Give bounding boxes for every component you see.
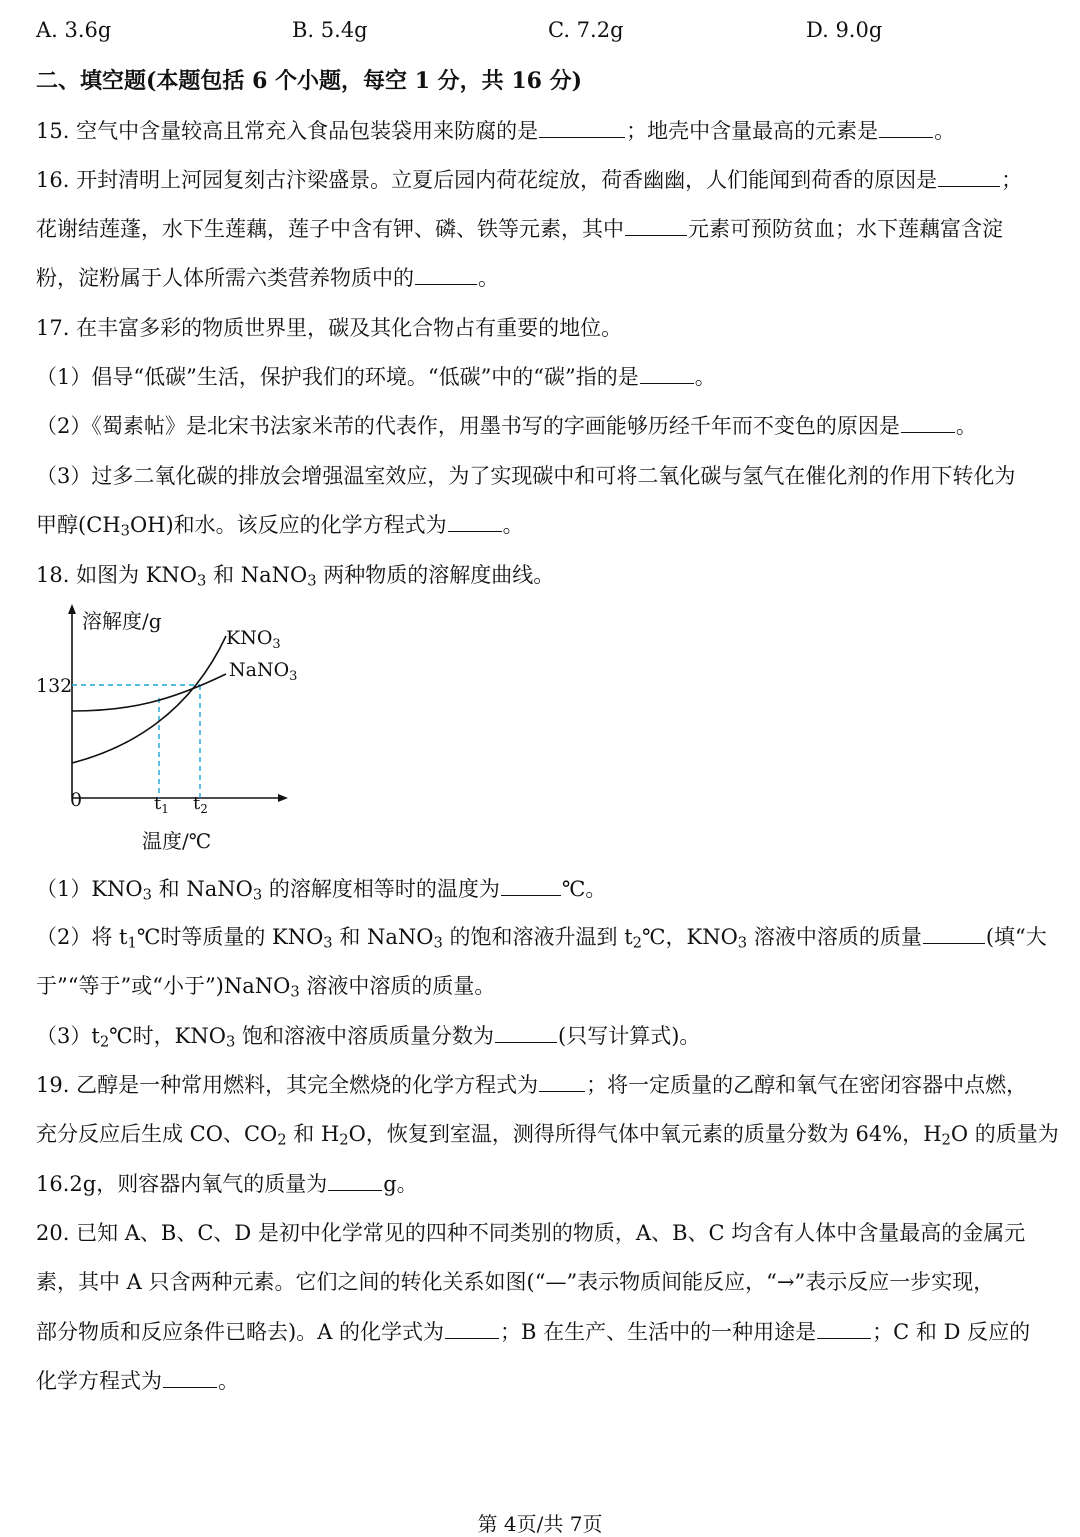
- question-18-part-2-line-2: [36, 971, 1066, 1001]
- q16-text-2: ；: [1001, 168, 1023, 192]
- nano3-curve: [72, 674, 226, 711]
- q18-2-sub-t1: 1: [127, 934, 137, 952]
- q19-l2-b: 和 H: [286, 1122, 340, 1146]
- q15-text-2: ；地壳中含量最高的元素是: [626, 119, 879, 143]
- q18-1-b: 和 NaNO: [152, 877, 253, 901]
- q17-3-text-a: 甲醇(CH: [36, 513, 121, 537]
- q19-l2-a: 充分反应后生成 CO、CO: [36, 1122, 278, 1146]
- q18-3-sub-t2: 2: [99, 1033, 110, 1051]
- question-19-line-1: [36, 1070, 1066, 1100]
- question-18-part-1: [36, 874, 1066, 904]
- q18-2-g: (填“大: [985, 925, 1047, 949]
- question-18-stem: [36, 560, 1066, 590]
- q17-1-end: 。: [694, 365, 716, 389]
- q17-1-text: （1）倡导“低碳”生活，保护我们的环境。“低碳”中的“碳”指的是: [36, 365, 639, 389]
- q19-l2-c: O，恢复到室温，测得所得气体中氧元素的质量分数为 64%，H: [348, 1122, 942, 1146]
- y-axis-label: 溶解度/g: [82, 609, 162, 633]
- q17-2-text: （2）《蜀素帖》是北宋书法家米芾的代表作，用墨书写的字画能够历经千年而不变色的原因是: [36, 414, 900, 438]
- q16-text-4: 元素可预防贫血；水下莲藕富含淀: [688, 217, 1003, 241]
- q17-1-blank[interactable]: [640, 363, 694, 384]
- q20-l3-c: ；C 和 D 反应的: [872, 1320, 1031, 1344]
- q16-blank-1[interactable]: [938, 166, 1000, 187]
- q18-2-sub-a: 3: [323, 934, 333, 952]
- q16-text-5: 粉，淀粉属于人体所需六类营养物质中的: [36, 266, 414, 290]
- section-heading: 二、填空题(本题包括 6 个小题，每空 1 分，共 16 分): [36, 68, 583, 94]
- q19-blank-2[interactable]: [328, 1170, 382, 1191]
- option-d: D. 9.0g: [806, 18, 883, 42]
- option-a: A. 3.6g: [36, 18, 112, 42]
- q17-2-blank[interactable]: [901, 412, 955, 433]
- q18-2-b: ℃时等质量的 KNO: [136, 925, 324, 949]
- q19-a: 19. 乙醇是一种常用燃料，其完全燃烧的化学方程式为: [36, 1073, 539, 1097]
- q18-3-b: ℃时，KNO: [109, 1024, 226, 1048]
- q20-l4-b: 。: [218, 1369, 239, 1393]
- q16-blank-3[interactable]: [415, 264, 477, 285]
- q18-2-c: 和 NaNO: [332, 925, 434, 949]
- q20-blank-1[interactable]: [445, 1318, 499, 1339]
- question-20-line-1: 20. 已知 A、B、C、D 是初中化学常见的四种不同类别的物质，A、B、C 均含有人体中含量最高的金属元: [36, 1221, 1026, 1245]
- q19-l2-sub1: 2: [277, 1131, 287, 1149]
- option-c: C. 7.2g: [548, 18, 624, 42]
- q18-3-sub: 3: [225, 1033, 236, 1051]
- question-17-part-2: [36, 411, 1066, 441]
- x-axis-label: 温度/℃: [142, 829, 212, 853]
- q18-3-a: （3）t: [36, 1024, 100, 1048]
- q17-3-blank[interactable]: [448, 511, 502, 532]
- q18-2-f: 溶液中溶质的质量: [747, 925, 922, 949]
- q18-1-sub-b: 3: [252, 886, 263, 904]
- q16-blank-2[interactable]: [625, 215, 687, 236]
- option-b: B. 5.4g: [292, 18, 368, 42]
- question-17-part-3-line-1: （3）过多二氧化碳的排放会增强温室效应，为了实现碳中和可将二氧化碳与氢气在催化剂的作用下转化为: [36, 464, 1016, 488]
- q19-b: ；将一定质量的乙醇和氧气在密闭容器中点燃，: [586, 1073, 1028, 1097]
- question-20-line-3: [36, 1317, 1066, 1347]
- q17-3-sub: 3: [120, 522, 130, 540]
- x-axis-arrow-icon: [278, 794, 288, 802]
- solubility-curve-figure: [30, 598, 330, 858]
- question-19-line-3: [36, 1169, 1066, 1199]
- q18-2-d: 的饱和溶液升温到 t: [442, 925, 633, 949]
- q18-1-blank[interactable]: [501, 875, 561, 896]
- question-16-line-1: [36, 165, 1066, 195]
- q15-text-1: 15. 空气中含量较高且常充入食品包装袋用来防腐的是: [36, 119, 539, 143]
- nano3-label: NaNO$_3$: [229, 659, 298, 684]
- y-axis-arrow-icon: [68, 604, 76, 614]
- q18-stem-a: 18. 如图为 KNO: [36, 563, 198, 587]
- q18-2-a: （2）将 t: [36, 925, 128, 949]
- q17-3-text-b: OH)和水。该反应的化学方程式为: [129, 513, 447, 537]
- q20-l3-a: 部分物质和反应条件已略去)。A 的化学式为: [36, 1320, 445, 1344]
- q18-stem-sub1: 3: [197, 572, 207, 590]
- q17-2-end: 。: [955, 414, 977, 438]
- q19-l3-a: 16.2g，则容器内氧气的质量为: [36, 1172, 328, 1196]
- q16-text-6: 。: [478, 266, 499, 290]
- q18-2-blank[interactable]: [923, 923, 985, 944]
- q18-2-e: ℃，KNO: [642, 925, 738, 949]
- q18-1-c: 的溶解度相等时的温度为: [262, 877, 500, 901]
- question-15: [36, 116, 1066, 146]
- q18-2-sub-b: 3: [433, 934, 443, 952]
- t1-tick: $t_1$: [154, 793, 169, 816]
- q19-l3-b: g。: [383, 1172, 418, 1196]
- q18-stem-c: 两种物质的溶解度曲线。: [316, 563, 555, 587]
- q18-3-c: 饱和溶液中溶质质量分数为: [235, 1024, 494, 1048]
- q16-text-1: 16. 开封清明上河园复刻古汴梁盛景。立夏后园内荷花绽放，荷香幽幽，人们能闻到荷香的原因是: [36, 168, 938, 192]
- q18-3-blank[interactable]: [495, 1022, 557, 1043]
- question-19-line-2: [36, 1119, 1066, 1149]
- y-tick-132: 132: [36, 675, 73, 697]
- q18-3-d: (只写计算式)。: [558, 1024, 701, 1048]
- question-20-line-4: [36, 1366, 1066, 1396]
- q18-2-sub-t2: 2: [632, 934, 643, 952]
- q19-l2-sub2: 2: [339, 1131, 349, 1149]
- question-17-stem: 17. 在丰富多彩的物质世界里，碳及其化合物占有重要的地位。: [36, 316, 623, 340]
- q19-l2-sub3: 2: [941, 1131, 951, 1149]
- t2-tick: $t_2$: [193, 793, 208, 816]
- question-18-part-2-line-1: [36, 922, 1066, 952]
- q18-2-l2-a: 于”“等于”或“小于”)NaNO: [36, 974, 291, 998]
- solubility-curve-svg: [30, 598, 330, 858]
- q15-blank-2[interactable]: [879, 117, 933, 138]
- q18-stem-b: 和 NaNO: [206, 563, 308, 587]
- q18-1-d: ℃。: [561, 877, 607, 901]
- question-16-line-2: [36, 214, 1066, 244]
- q16-text-3: 花谢结莲蓬，水下生莲藕，莲子中含有钾、磷、铁等元素，其中: [36, 217, 624, 241]
- q20-blank-3[interactable]: [163, 1367, 217, 1388]
- q19-l2-d: O 的质量为: [950, 1122, 1059, 1146]
- answer-options-row: [36, 18, 1046, 50]
- q18-stem-sub2: 3: [307, 572, 317, 590]
- question-20-line-2: 素，其中 A 只含两种元素。它们之间的转化关系如图(“—”表示物质间能反应，“→”表示反应一步实现，: [36, 1270, 995, 1294]
- kno3-curve: [72, 636, 226, 763]
- question-18-part-3: [36, 1021, 1066, 1051]
- q20-l3-b: ；B 在生产、生活中的一种用途是: [500, 1320, 817, 1344]
- q18-1-a: （1）KNO: [36, 877, 143, 901]
- q15-text-3: 。: [934, 119, 956, 143]
- q20-l4-a: 化学方程式为: [36, 1369, 162, 1393]
- q15-blank-1[interactable]: [539, 117, 625, 138]
- question-16-line-3: [36, 263, 1066, 293]
- q20-blank-2[interactable]: [817, 1318, 871, 1339]
- q18-2-l2-sub: 3: [290, 983, 300, 1001]
- q19-blank-1[interactable]: [539, 1071, 585, 1092]
- kno3-label: $KNO_3$: [226, 627, 281, 652]
- question-17-part-1: [36, 362, 1066, 392]
- page-footer: 第 4页/共 7页: [477, 1512, 603, 1536]
- q18-1-sub-a: 3: [142, 886, 152, 904]
- q18-2-sub-c: 3: [737, 934, 748, 952]
- origin-label: 0: [70, 789, 83, 811]
- q17-3-end: 。: [502, 513, 524, 537]
- q18-2-l2-b: 溶液中溶质的质量。: [299, 974, 496, 998]
- question-17-part-3-line-2: [36, 510, 1066, 540]
